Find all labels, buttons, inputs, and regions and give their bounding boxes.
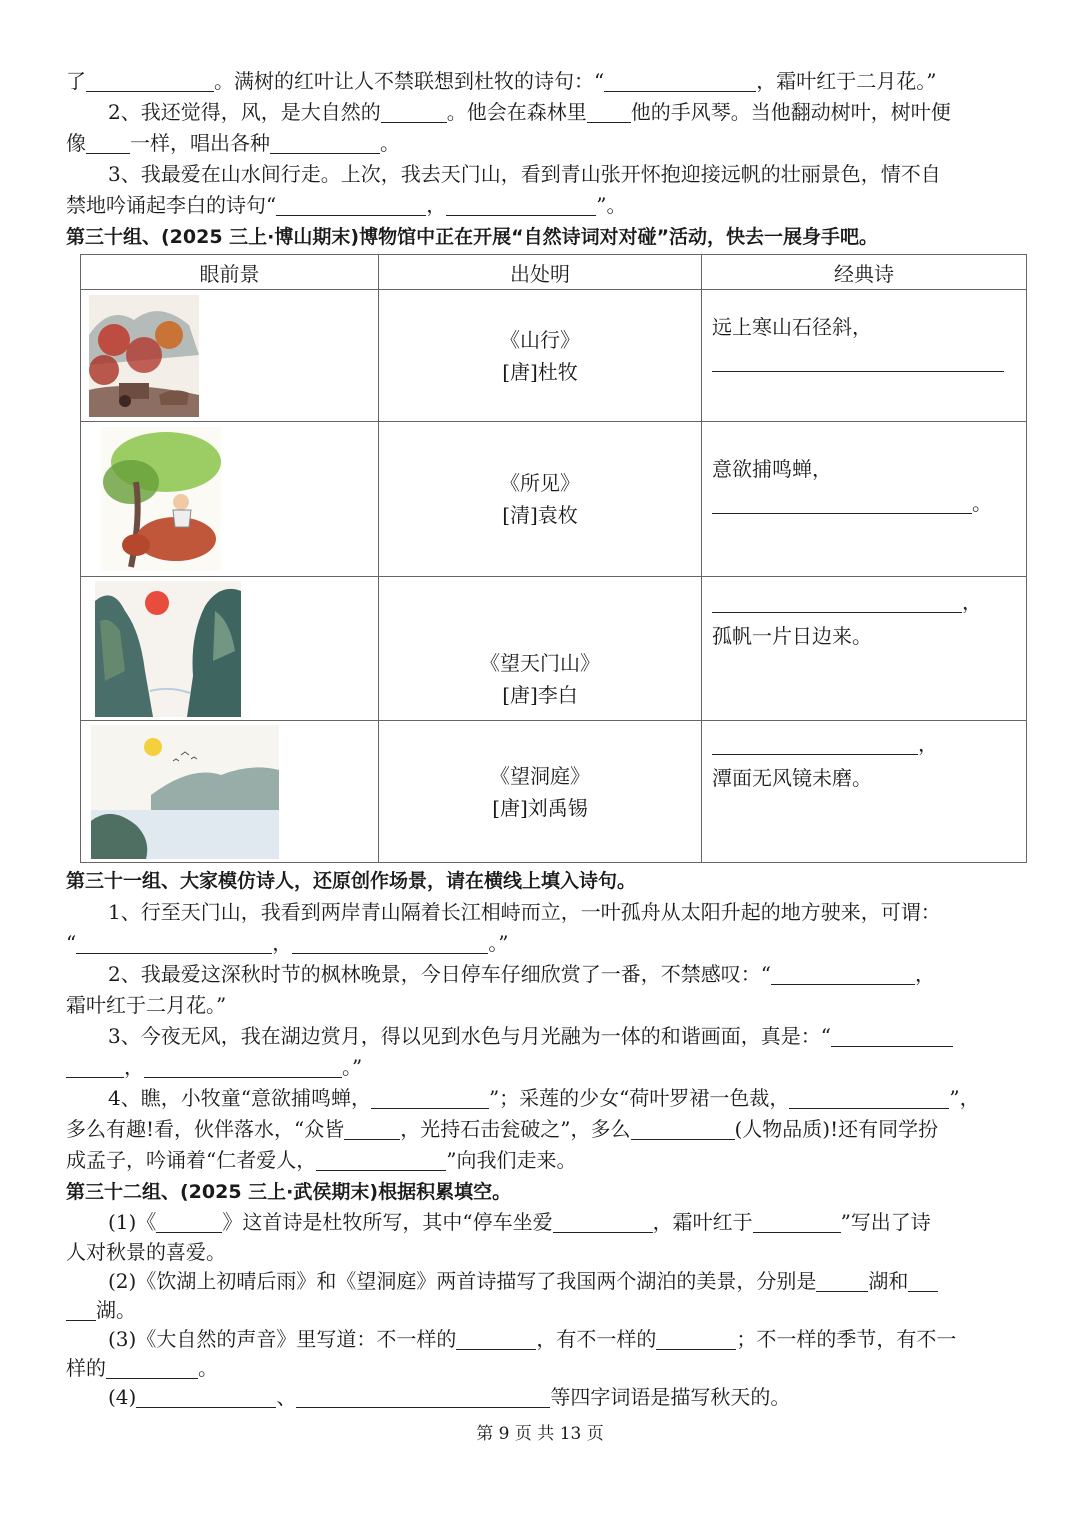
poem-cell: ， 潭面无风镜未磨。 [702,721,1027,863]
answer-blank[interactable] [446,193,596,216]
answer-blank[interactable] [712,732,918,755]
dongting-lake-painting [91,725,279,859]
picture-cell [81,721,379,863]
text-line: 人对秋景的喜爱。 [66,1240,226,1264]
answer-blank[interactable] [296,1385,550,1408]
text-line: 2、我最爱这深秋时节的枫林晚景，今日停车仔细欣赏了一番，不禁感叹：“ ， [108,962,935,986]
text-line: 成孟子，吟诵着“仁者爱人， ”向我们走来。 [66,1148,577,1172]
answer-blank[interactable] [789,1086,949,1109]
answer-blank[interactable] [771,962,915,985]
picture-cell [81,577,379,721]
answer-blank[interactable] [66,1298,96,1321]
section-heading: 第三十组、(2025 三上·博山期末)博物馆中正在开展“自然诗词对对碰”活动，快去一展身手吧。 [66,226,879,248]
answer-blank[interactable] [292,931,488,954]
page-footer: 第 9 页 共 13 页 [476,1424,604,1444]
poem-line: 意欲捕鸣蝉， [712,457,832,481]
answer-blank[interactable] [604,69,756,92]
poem-author: [唐]李白 [502,682,578,707]
section-heading: 第三十二组、(2025 三上·武侯期末)根据积累填空。 [66,1181,512,1203]
text-line: (1)《 》这首诗是杜牧所写，其中“停车坐爱 ，霜叶红于 ”写出了诗 [108,1210,931,1234]
poem-title: 《望洞庭》 [490,763,590,788]
answer-blank[interactable] [631,1117,735,1140]
answer-blank[interactable] [371,1086,489,1109]
text-line: (3)《大自然的声音》里写道：不一样的 ，有不一样的 ；不一样的季节，有不一 [108,1327,957,1351]
poem-table [80,254,1027,863]
answer-blank[interactable] [587,100,631,123]
poem-cell [702,290,1027,422]
table-row [81,290,1027,422]
section-heading: 第三十一组、大家模仿诗人，还原创作场景，请在横线上填入诗句。 [66,870,637,892]
text-line: 像 一样，唱出各种 。 [66,131,400,155]
answer-blank[interactable] [712,349,1004,372]
poem-author: [清]袁枚 [502,503,578,527]
answer-blank[interactable] [553,1210,653,1233]
answer-blank[interactable] [753,1210,841,1233]
text-line: “ ， 。” [66,931,509,955]
poem-line: 远上寒山石径斜， [712,315,872,339]
answer-blank[interactable] [270,131,380,154]
answer-blank[interactable] [908,1269,938,1292]
tianmen-mountain-painting [95,581,241,717]
poem-title: 《所见》 [500,471,580,495]
source-cell [379,290,702,422]
table-row [81,422,1027,577]
answer-blank[interactable] [156,1210,222,1233]
text-line: ， 。” [66,1052,1026,1082]
column-header: 出处明 [379,255,702,290]
poem-line: 孤帆一片日边来。 [712,624,872,648]
answer-blank[interactable] [456,1327,536,1350]
table-row [81,721,1027,863]
answer-blank[interactable] [86,69,214,92]
picture-cell [81,290,379,422]
text-line: 3、我最爱在山水间行走。上次，我去天门山，看到青山张开怀抱迎接远帆的壮丽景色，情不自 [108,162,941,186]
poem-title: 《山行》 [500,327,580,352]
poem-cell: ， 孤帆一片日边来。 [702,577,1027,721]
autumn-mountain-cart-painting [89,295,199,417]
text-line: 湖。 [66,1295,1026,1325]
column-header: 经典诗 [702,255,1027,290]
text-line: 霜叶红于二月花。” [66,993,227,1017]
answer-blank[interactable] [276,193,426,216]
answer-blank[interactable] [831,1024,953,1047]
answer-blank[interactable] [86,131,130,154]
answer-blank[interactable] [144,1055,342,1078]
source-cell [379,577,702,721]
herd-boy-on-ox-painting [101,427,221,571]
answer-blank[interactable] [106,1356,198,1379]
poem-author: [唐]刘禹锡 [492,795,588,820]
answer-blank[interactable] [316,1148,446,1171]
poem-cell: 意欲捕鸣蝉， 。 [702,422,1027,577]
table-row [81,577,1027,721]
text-line: 2、我还觉得，风，是大自然的 。他会在森林里 他的手风琴。当他翻动树叶，树叶便 [108,100,951,124]
text-line: 了 。满树的红叶让人不禁联想到杜牧的诗句：“ ，霜叶红于二月花。” [66,69,937,93]
answer-blank[interactable] [381,100,447,123]
picture-cell [81,422,379,577]
column-header: 眼前景 [81,255,379,290]
poem-title: 《望天门山》 [480,650,600,675]
poem-line: 潭面无风镜未磨。 [712,766,872,790]
answer-blank[interactable] [66,1055,124,1078]
text-line: (4) 、 等四字词语是描写秋天的。 [108,1385,791,1409]
text-line: 多么有趣!看，伙伴落水，“众皆 ，光持石击瓮破之”，多么 (人物品质)!还有同学扮 [66,1117,939,1141]
answer-blank[interactable] [76,931,272,954]
text-line: (2)《饮湖上初晴后雨》和《望洞庭》两首诗描写了我国两个湖泊的美景，分别是 湖和 [108,1266,1026,1296]
answer-blank[interactable] [136,1385,276,1408]
text-line: 4、瞧，小牧童“意欲捕鸣蝉， ”；采莲的少女“荷叶罗裙一色裁， ”， [108,1086,980,1110]
answer-blank[interactable] [344,1117,400,1140]
answer-blank[interactable] [712,590,962,613]
answer-blank[interactable] [816,1269,868,1292]
text-line: 3、今夜无风，我在湖边赏月，得以见到水色与月光融为一体的和谐画面，真是：“ [108,1021,1026,1051]
answer-blank[interactable] [656,1327,736,1350]
text-line: 1、行至天门山，我看到两岸青山隔着长江相峙而立，一叶孤舟从太阳升起的地方驶来，可谓： [108,900,941,924]
source-cell [379,721,702,863]
poem-author: [唐]杜牧 [502,359,578,384]
text-line: 禁地吟诵起李白的诗句“ ， ”。 [66,193,627,217]
answer-blank[interactable] [712,491,972,514]
text-line: 样的 。 [66,1356,218,1380]
source-cell [379,422,702,577]
